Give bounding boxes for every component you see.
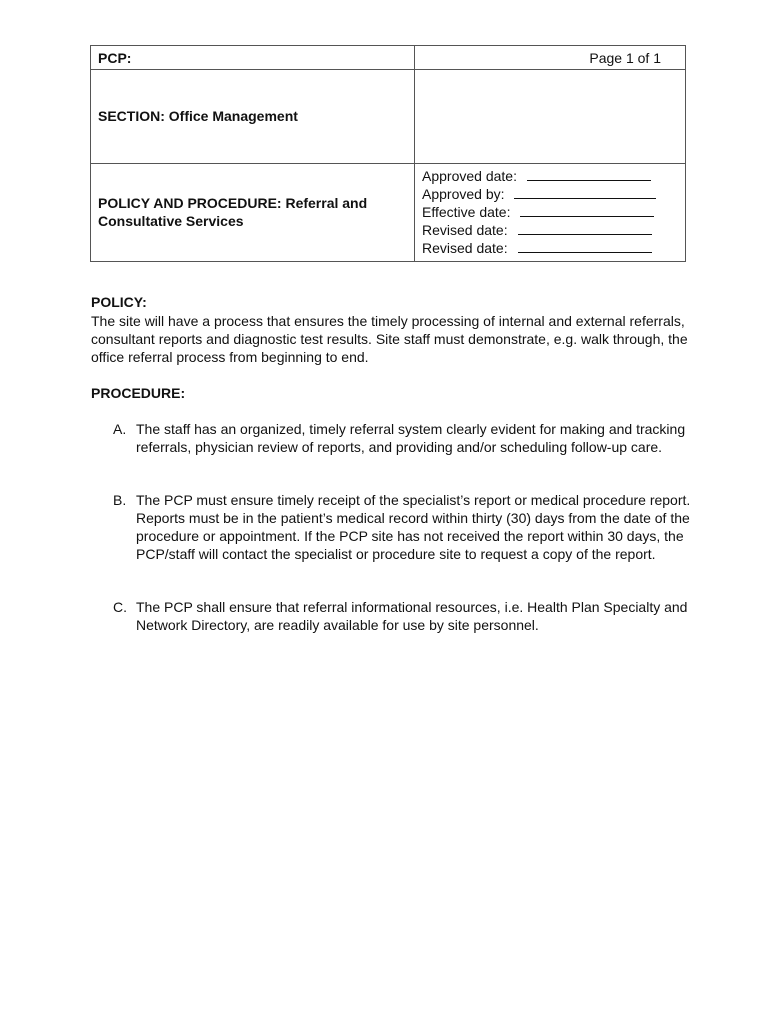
- policy-body: The site will have a process that ensures the timely processing of internal and external referrals, consultant reports and diagnostic test results. Site staff must demonstrate, e.g. walk through, the office referral process from beginning to end.: [91, 313, 688, 365]
- blank-cell: [415, 70, 686, 163]
- item-letter: B.: [113, 492, 127, 508]
- section-title: SECTION: Office Management: [91, 70, 415, 163]
- page-indicator: Page 1 of 1: [415, 46, 686, 70]
- approved-by-label: Approved by:: [422, 186, 505, 203]
- signoff-block: [415, 163, 686, 261]
- policy-heading: POLICY:: [91, 294, 147, 310]
- effective-date-label: Effective date:: [422, 204, 511, 221]
- revised-date-line-2: [422, 239, 678, 257]
- procedure-heading: PROCEDURE:: [91, 385, 186, 401]
- effective-date-field[interactable]: [520, 203, 654, 217]
- item-letter: C.: [113, 599, 127, 615]
- item-text: The PCP shall ensure that referral informational resources, i.e. Health Plan Specialty and Network Directory, are readily available for use by site personnel.: [136, 599, 688, 633]
- approved-by-line: [422, 185, 678, 203]
- approved-date-line: [422, 167, 678, 185]
- item-text: The PCP must ensure timely receipt of the specialist’s report or medical procedure report. Reports must be in the patient’s medical record within thirty (30) days from the date of the procedure or appointment. If the PCP site has not received the report within 30 days, the PCP/staff will contact the specialist or procedure site to request a copy of the report.: [136, 492, 691, 562]
- approved-date-field[interactable]: [527, 167, 651, 181]
- pcp-label: PCP:: [91, 46, 415, 70]
- effective-date-line: [422, 203, 678, 221]
- approved-date-label: Approved date:: [422, 168, 517, 185]
- policy-header-table: [90, 45, 686, 262]
- revised-date-field-2[interactable]: [518, 239, 652, 253]
- approved-by-field[interactable]: [514, 185, 656, 199]
- revised-date-field-1[interactable]: [518, 221, 652, 235]
- policy-title: POLICY AND PROCEDURE: Referral and Consultative Services: [91, 163, 415, 261]
- item-text: The staff has an organized, timely referral system clearly evident for making and tracking referrals, physician review of reports, and providing and/or scheduling follow-up care.: [136, 421, 686, 455]
- revised-date-line-1: [422, 221, 678, 239]
- revised-date-label-2: Revised date:: [422, 240, 508, 257]
- item-letter: A.: [113, 421, 127, 437]
- revised-date-label-1: Revised date:: [422, 222, 508, 239]
